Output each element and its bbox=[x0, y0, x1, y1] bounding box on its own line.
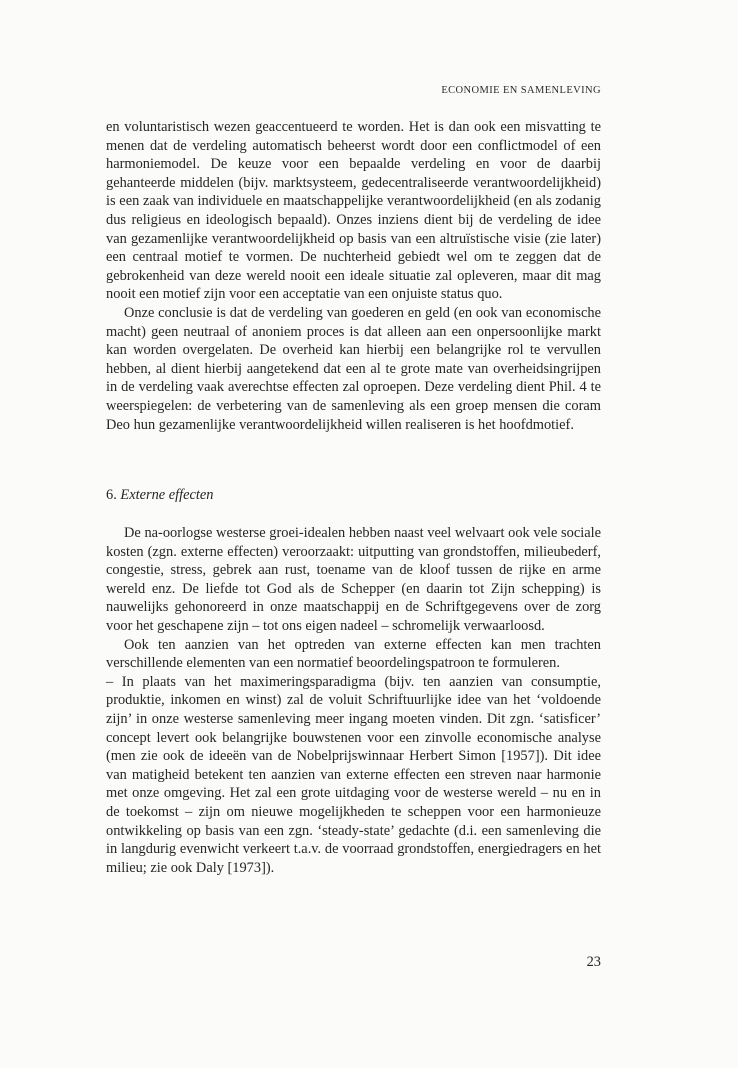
section-number: 6. bbox=[106, 487, 117, 503]
section-title: Externe effecten bbox=[120, 487, 214, 503]
section-heading bbox=[106, 486, 601, 505]
paragraph: – In plaats van het maximeringsparadigma (bijv. ten aanzien van consumptie, produktie, inkomen en winst) zal de voluit Schriftuurlijke idee van het ‘voldoende zijn’ in onze westerse samenleving meer ingang moeten vinden. Dit zgn. ‘satisficer’ concept levert ook belangrijke bouwstenen voor een zinvolle economische analyse (men zie ook de ideeën van de Nobelprijswinnaar Herbert Simon [1957]). Dit idee van matigheid betekent ten aanzien van externe effecten een streven naar harmonie met onze omgeving. Het zal een grote uitdaging voor de westerse wereld – nu en in de toekomst – zijn om nieuwe mogelijkheden te scheppen voor een harmonieuze ontwikkeling op basis van een zgn. ‘steady-state’ gedachte (d.i. een samenleving die in langdurig evenwicht verkeert t.a.v. de voorraad grondstoffen, energiedragers en het milieu; zie ook Daly [1973]). bbox=[106, 673, 601, 876]
paragraph: Ook ten aanzien van het optreden van externe effecten kan men trachten verschillende elementen van een normatief beoordelingspatroon te formuleren. bbox=[106, 636, 601, 672]
paragraph: Onze conclusie is dat de verdeling van goederen en geld (en ook van economische macht) geen neutraal of anoniem proces is dat alleen aan een onpersoonlijke markt kan worden overgelaten. De overheid kan hierbij een belangrijke rol te vervullen hebben, al dient hierbij aangetekend dat een al te grote mate van overheidsingrijpen in de verdeling vaak averechtse effecten zal oproepen. Deze verdeling dient Phil. 4 te weerspiegelen: de verbetering van de samenleving als een groep mensen die coram Deo hun gezamenlijke verantwoordelijkheid willen realiseren is het hoofdmotief. bbox=[106, 304, 601, 433]
paragraph: en voluntaristisch wezen geaccentueerd te worden. Het is dan ook een misvatting te menen dat de verdeling automatisch beheerst wordt door een conflictmodel of een harmoniemodel. De keuze voor een bepaalde verdeling en voor de daarbij gehanteerde middelen (bijv. marktsysteem, gedecentraliseerde verantwoordelijkheid) is een zaak van individuele en maatschappelijke verantwoordelijkheid (en als zodanig dus religieus en ideologisch bepaald). Onzes inziens dient bij de verdeling de idee van gezamenlijke verantwoordelijkheid op basis van een altruïstische visie (zie later) een centraal motief te vormen. De nuchterheid gebiedt wel om te zeggen dat de gebrokenheid van deze wereld nooit een ideale situatie zal opleveren, maar dit mag nooit een motief zijn voor een acceptatie van een onjuiste status quo. bbox=[106, 119, 601, 303]
body-text bbox=[106, 118, 601, 434]
running-header: ECONOMIE EN SAMENLEVING bbox=[441, 85, 601, 96]
paragraph: De na-oorlogse westerse groei-idealen hebben naast veel welvaart ook vele sociale kosten (zgn. externe effecten) veroorzaakt: uitputting van grondstoffen, milieubederf, congestie, stress, gebrek aan rust, toename van de kloof tussen de rijke en arme wereld enz. De liefde tot God als de Schepper (en daarin tot Zijn schepping) is nauwelijks gehonoreerd in onze maatschappij en de Schriftgegevens over de zorg voor het geschapene zijn – tot ons eigen nadeel – schromelijk verwaarloosd. bbox=[106, 525, 601, 634]
section-body bbox=[106, 524, 601, 877]
page-number: 23 bbox=[586, 954, 601, 970]
